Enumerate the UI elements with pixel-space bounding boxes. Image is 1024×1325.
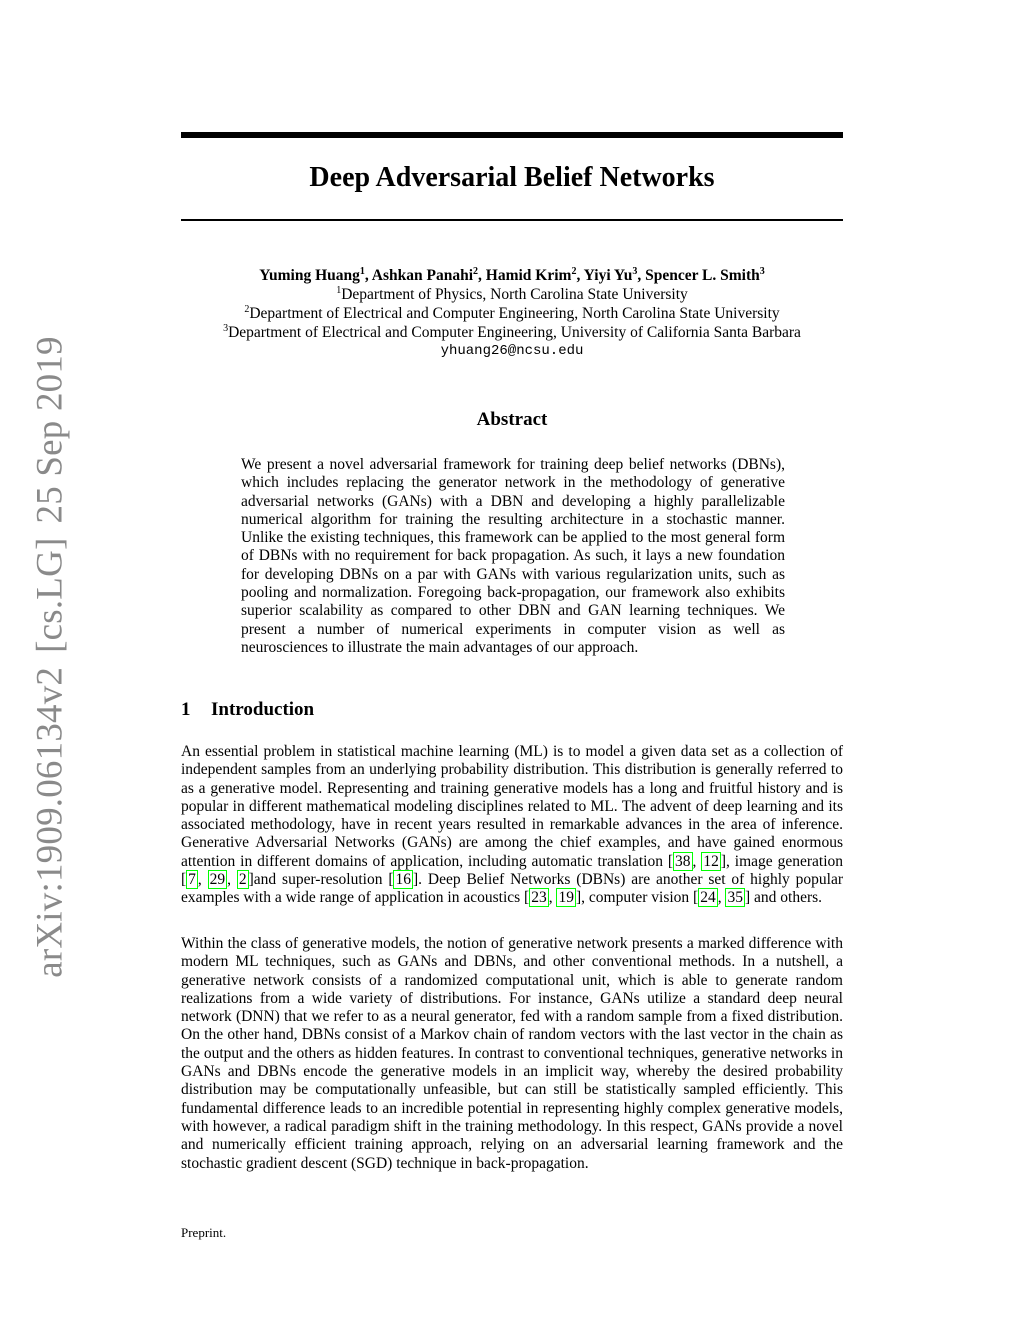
arxiv-category: [cs.LG] [29,537,71,653]
affiliation-line [150,304,874,323]
author-names: Yuming Huang$^1$, Ashkan Panahi$^2$, Hamid Krim$^2$, Yiyi Yu$^3$, Spencer L. Smith$^3$ [259,266,765,284]
intro-paragraph-1 [181,743,843,908]
citation-link[interactable]: 19 [558,889,574,907]
citation-separator: , [717,889,726,907]
preprint-footer-note: Preprint. [181,1225,227,1240]
affiliation-marker: 1 [359,266,365,277]
author-name: Yuming Huang [259,267,360,284]
arxiv-id: arXiv:1909.06134v2 [29,666,71,978]
arxiv-date: 25 Sep 2019 [29,336,71,524]
arxiv-identifier-stamp [29,322,72,978]
paper-title: Deep Adversarial Belief Networks [309,162,715,193]
citation-separator: , [197,871,208,889]
section-heading-introduction [181,699,314,721]
affiliation-marker: 3 [759,266,765,277]
citation-link[interactable]: 12 [703,852,719,870]
citation-link[interactable]: 7 [188,871,196,889]
affiliation-marker: 3 [632,266,638,277]
title-bottom-rule [181,219,843,221]
title-top-rule [181,132,843,138]
paragraph-text: ]. Deep Belief Networks (DBNs) are another set of highly popular examples with a wide range of application in acoustics [ [181,871,844,907]
citation-link[interactable]: 38 [675,852,691,870]
affiliation-line [150,323,874,342]
affiliation-text: Department of Electrical and Computer Engineering, North Carolina State University [249,305,780,322]
section-number: 1 [181,699,191,720]
paragraph-text: An essential problem in statistical machine learning (ML) is to model a given data set as a collection of independent samples from an underlying probability distribution. This distribution is generally referred to as a generative model. Representing and training generative models has a long and fruitful history and is popular in different mathematical modeling disciplines related to ML. The advent of deep learning and its associated methodology, have in recent years resulted in remarkable advances in the area of inference. Generative Adversarial Networks (GANs) are among the chief examples, and have gained enormous attention in different domains of application, including automatic translation [ [181,743,843,870]
author-name: Ashkan Panahi [371,267,474,284]
author-name: Spencer L. Smith [645,267,760,284]
citation-link[interactable]: 24 [700,889,716,907]
citation-link[interactable]: 2 [238,871,247,889]
affiliation-text: Department of Physics, North Carolina State University [341,286,688,303]
affiliation-number: 3 [223,323,229,334]
paragraph-text: ] and others. [744,889,823,907]
author-block [150,266,874,361]
citation-link[interactable]: 35 [727,889,743,907]
citation-separator: , [692,852,702,870]
abstract-body: We present a novel adversarial framework for training deep belief networks (DBNs), which includes replacing the generator network in the methodology of generative adversarial networks (GANs) with a DBN and developing a highly parallelizable numerical algorithm for training the resulting architecture in a stochastic manner. Unlike the existing techniques, this framework can be applied to the most general form of DBNs with no requirement for back propagation. As such, it lays a new foundation for developing DBNs on a par with GANs with various regularization units, such as pooling and normalization. Foregoing back-propagation, our framework also exhibits superior scalability as compared to other DBN and GAN learning techniques. We present a number of numerical experiments in computer vision as well as neurosciences to illustrate the main advantages of our approach. [241,456,785,656]
author-name: Yiyi Yu [583,267,633,284]
author-name: Hamid Krim [485,267,572,284]
paragraph-text: ], image generation [ [181,852,843,889]
citation-separator: , [227,871,237,889]
citation-separator: , [548,889,557,907]
paragraph-text: ]and super-resolution [ [248,871,394,889]
section-title: Introduction [211,699,315,720]
citation-link[interactable]: 29 [209,871,226,889]
intro-paragraph-2: Within the class of generative models, the notion of generative network presents a marked difference with modern ML techniques, such as GANs and DBNs, and other conventional methods. In a nutshell, a generative network consists of a randomized computational unit, which is able to generate random realizations from a wide variety of distributions. For instance, GANs utilize a standard deep neural network (DNN) that we refer to as a neural generator, fed with a random sample from a fixed distribution. On the other hand, DBNs consist of a Markov chain of random vectors with the last vector in the chain as the output and the others as hidden features. In contrast to conventional techniques, generative networks in GANs and DBNs encode the generative models in an implicit way, whereby the desired probability distribution may be computationally unfeasible, but can still be statistically sampled efficiently. This fundamental difference leads to an incredible potential in representing highly complex generative models, with however, a radical paradigm shift in the training methodology. In this respect, GANs provide a novel and numerically efficient training approach, relying on an adversarial learning framework and the stochastic gradient descent (SGD) technique in back-propagation. [181,935,843,1172]
affiliation-text: Department of Electrical and Computer Engineering, University of California Santa Barbara [228,324,801,341]
affiliation-number: 1 [336,285,342,296]
affiliation-marker: 2 [571,266,577,277]
affiliation-marker: 2 [473,266,479,277]
paragraph-text: ], computer vision [ [575,889,699,907]
affiliation-line [150,285,874,304]
citation-link[interactable]: 16 [395,871,411,889]
abstract-heading: Abstract [476,409,548,430]
author-email: yhuang26@ncsu.edu [440,343,584,359]
citation-link[interactable]: 23 [531,889,547,907]
affiliation-number: 2 [244,304,250,315]
